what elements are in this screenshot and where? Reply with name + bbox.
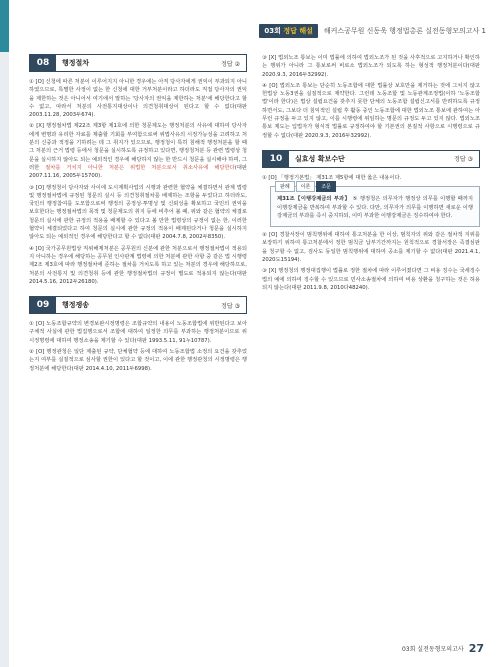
q09-explanation-2: ② [O] 행정관청은 일단 제출된 규약, 단체협약 등에 대하여 노동조합법 소정의 요건을 갖추었는지 여부를 실질적으로 심사할 권한이 있다고 할 것이고, 이에 관한 행정관청의 시정명령은 행정처분에 해당한다(대판 2014.4.10, 2011두6998). [29,349,247,372]
q09-explanation-4: ④ [O] 법외노조 통보는 단순히 노동조합에 대한 법률상 보호만을 제거하는 것에 그치지 않고 헌법상 노동3권을 실질적으로 제약한다. 그런데 노동조합 및 노동관계조정법(이하 '노동조합법'이라 한다)은 법상 설립요건을 갖추지 못한 단체의 노동조합 설립신고서를 반려하도록 규정하면서도, 그보다 더 침익적인 설립 후 활동 중인 노동조합에 대한 법외노조 통보에 관하여는 아무런 규정을 두고 있지 않고, 이를 시행령에 위임하는 명문의 규정도 두고 있지 않다. 법외노조 통보 제도는 입법자가 형식적 법률로 규정하여야 할 기본권의 본질적 사항으로 시행령으로 규정할 수 없다(대판 2020.9.3, 2016두32992). [262,82,481,139]
q10-explanation-1: ① [O] 「행정기본법」 제31조 제5항에 대한 옳은 내용이다. [262,174,402,181]
question-title: 행정절차 [62,59,90,67]
q09-explanation-1: ① [O] 노동조합규약의 변경보완시정명령은 조합규약의 내용이 노동조합법에 위반된다고 보아 구체적 사실에 관한 법집행으로서 조합에 대하여 일정한 의무를 부과하는 행정처분이므로 위 시정명령에 대하여 행정소송을 제기할 수 있다(대판 1993.5.11, 91누10787). [29,321,247,344]
page-header [259,24,486,38]
page-sidebar [0,0,9,667]
q10-explanation-2: ② [O] 경찰서장이 범칙행위에 대하여 통고처분을 한 이상, 범칙자의 위와 같은 절차적 지위를 보장하기 위하여 통고처분에서 정한 범칙금 납부기간까지는 원칙적으로 경찰서장은 즉결심판을 청구할 수 없고, 검사도 동일한 범칙행위에 대하여 공소를 제기할 수 없다(대판 2021.4.1, 2020도15194). [262,232,480,264]
law-tab-precedent: 판례 [275,181,295,192]
highlight-text: 절차를 거치지 아니한 처분은 위법한 처분으로서 취소사유에 해당한다 [45,164,235,171]
question-10-header [262,150,480,168]
right-column [262,54,480,292]
q09-explanation-3: ③ [X] 법외노조 통보는 이미 법률에 의하여 법외노조가 된 것을 사후적으로 고지하거나 확인하는 행위가 아니라 그 통보로써 비로소 법외노조가 되도록 하는 형성적 행정처분이다(대판 2020.9.3, 2016두32992). [262,55,480,78]
question-08-header [29,54,247,72]
question-number: 09 [30,297,56,313]
law-article-title: 제31조【이행강제금의 부과】 [277,196,351,203]
q08-explanation-1: ① [O] 신청에 따른 처분이 이루어지지 아니한 경우에는 아직 당사자에게 권익이 부과되지 아니하였으므로, 특별한 사정이 없는 한 신청에 대한 거부처분이라고 하더라도 직접 당사자의 권익을 제한하는 것은 아니어서 여기에서 말하는 '당사자의 권익을 제한하는 처분'에 해당한다고 할 수 없고, 따라서 처분의 사전통지대상이나 의견청취대상이 된다고 할 수 없다(대판 2003.11.28, 2003두674). [29,79,247,119]
law-reference-box [270,186,480,227]
question-number: 10 [263,151,289,167]
q08-explanation-2: ② [X] 행정절차법 제22조 제3항 제1호에 의한 청문제도는 행정처분의 사유에 대하여 당사자에게 변명과 유리한 자료를 제출할 기회를 부여함으로써 위법사유의 시정가능성을 고려하고 처분의 신중과 적정을 기하려는 데 그 취지가 있으므로, 행정청이 특히 침해적 행정처분을 할 때 그 처분의 근거 법령 등에서 청문을 실시하도록 규정하고 있다면, 행정청처분 등 관련 법령상 청문을 실시하지 않아도 되는 예외적인 경우에 해당하지 않는 한 반드시 청문을 실시해야 하며, 그러한 절차를 거치지 아니한 처분은 위법한 처분으로서 취소사유에 해당한다(대판 2007.11.16, 2005두15700). [29,123,248,180]
question-title: 행정쟁송 [62,301,90,310]
q10-explanation-3: ③ [X] 행정청의 행정대집행이 법률로 정한 절차에 따라 이루어졌다면 그 비용 징수는 국세징수법의 예에 의하여 징수할 수 있으므로 민사소송절차에 의하여 비용 상환을 청구하는 것은 허용되지 않는다(대판 2011.9.8, 2010다48240). [262,268,480,291]
law-tabs [275,181,337,192]
question-answer: 정답 ③ [221,302,240,310]
law-article-text: 제31조【이행강제금의 부과】 ⑤ 행정청은 의무자가 행정상 의무를 이행할 때까지 이행강제금을 반복하여 부과할 수 있다. 다만, 의무자가 의무를 이행하면 새로운 이행강제금의 부과를 즉시 중지하되, 이미 부과한 이행강제금은 징수하여야 한다. [277,196,473,219]
sidebar-accent [0,0,9,52]
header-subtitle: 해커스공무원 신동욱 행정법총론 실전동형모의고사 1 [323,27,486,35]
question-09-header [29,296,247,314]
question-title: 실효성 확보수단 [295,154,345,163]
header-label: 정답 해설 [283,27,313,35]
question-answer: 정답 ② [221,60,240,68]
footer-label: 03회 실전동형모의고사 [401,646,464,653]
page-number: 27 [468,642,484,655]
page-footer [402,642,484,655]
q08-explanation-3: ③ [O] 행정청이 당사자와 사이에 도시계획사업의 시행과 관련한 협약을 체결하면서 관계 법령 및 행정절차법에 규정된 청문의 실시 등 의견청취절차를 배제하는 조항을 두었다고 하더라도, 국민의 행정참여를 도모함으로써 행정의 공정성·투명성 및 신뢰성을 확보하고 국민의 권익을 보호한다는 행정절차법의 목적 및 청문제도의 취지 등에 비추어 볼 때, 위와 같은 협약의 체결로 청문의 실시에 관한 규정의 적용을 배제할 수 있다고 볼 만한 법령상의 규정이 없는 한, 이러한 협약이 체결되었다고 하여 청문의 실시에 관한 규정의 적용이 배제된다거나 청문을 실시하지 않아도 되는 예외적인 경우에 해당한다고 할 수 없다(대판 2004.7.8, 2002두8350). [29,184,248,241]
law-tab-article: 조문 [316,181,336,192]
question-answer: 정답 ③ [454,156,473,164]
header-tag [259,24,317,38]
law-tab-theory: 이론 [296,181,316,192]
left-column [29,54,247,373]
question-number: 08 [30,55,56,71]
header-round: 03회 [264,27,281,35]
q08-explanation-4: ④ [O] 국가공무원법상 직위해제처분은 공무원의 신분에 관한 처분으로서 행정절차법이 적용되지 아니하는 경우에 해당하는 공무원 인사관계 법령에 의한 처분에 관한 사항 중 같은 법 시행령 제2조 제3호에 따라 행정절차에 준하는 절차를 거치도록 하고 있는 처분의 경우에 해당하므로, 처분의 사전통지 및 의견청취 등에 관한 행정절차법의 규정이 별도로 적용되지 않는다(대판 2014.5.16, 2012두26180). [29,245,248,285]
